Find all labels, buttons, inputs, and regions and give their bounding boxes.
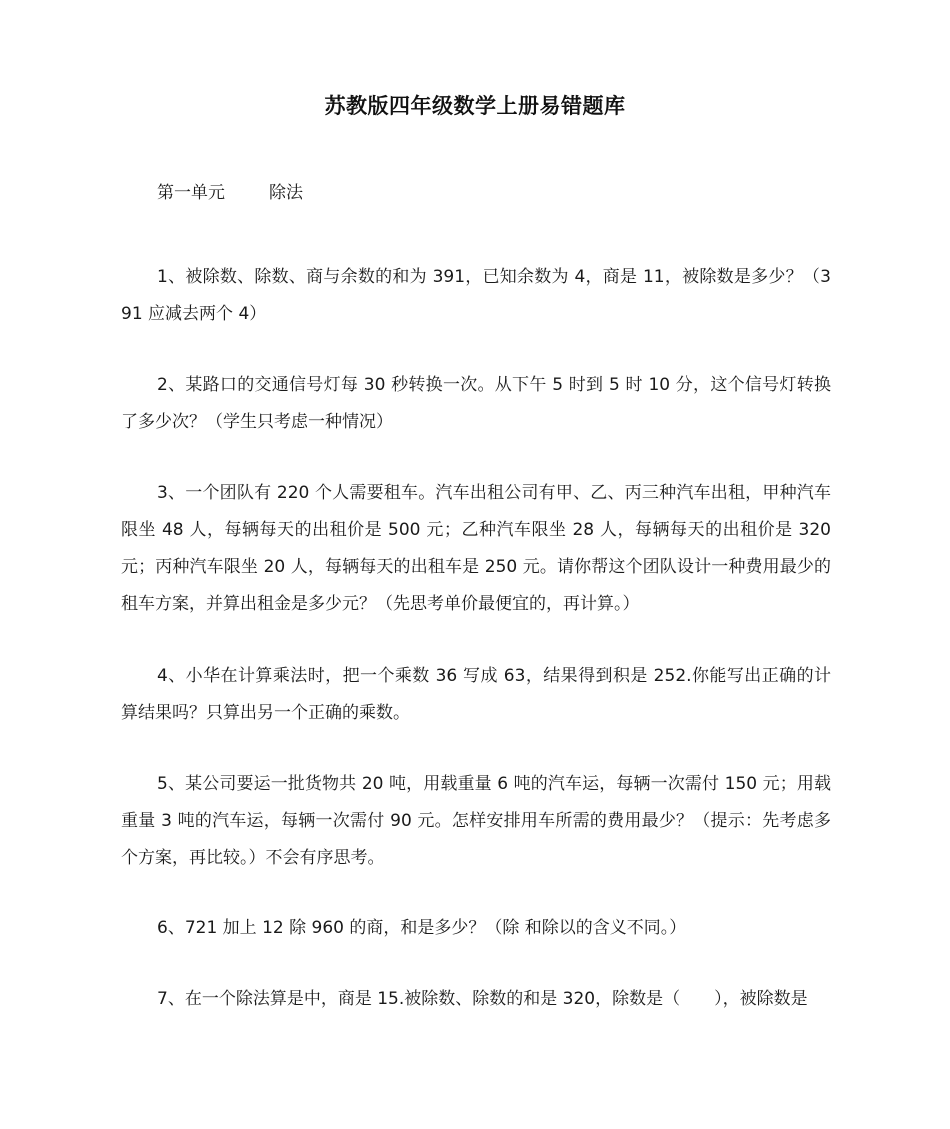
unit-heading: [157, 178, 303, 203]
question-5: 5、某公司要运一批货物共 20 吨，用载重量 6 吨的汽车运，每辆一次需付 150 元；用载重量 3 吨的汽车运，每辆一次需付 90 元。怎样安排用车所需的费用最少？（提示：先考虑多个方案，再比较。）不会有序思考。: [121, 774, 831, 868]
question-2: 2、某路口的交通信号灯每 30 秒转换一次。从下午 5 时到 5 时 10 分，这个信号灯转换了多少次？（学生只考虑一种情况）: [121, 375, 831, 432]
question-1: 1、被除数、除数、商与余数的和为 391，已知余数为 4，商是 11，被除数是多少？（391 应减去两个 4）: [121, 267, 831, 324]
document-title: 苏教版四年级数学上册易错题库: [324, 94, 626, 118]
unit-label: 第一单元: [157, 183, 225, 203]
question-6: 6、721 加上 12 除 960 的商，和是多少？（除 和除以的含义不同。）: [157, 918, 687, 938]
question-7: 7、在一个除法算是中，商是 15.被除数、除数的和是 320，除数是（ ），被除数是: [157, 989, 808, 1009]
question-4: 4、小华在计算乘法时，把一个乘数 36 写成 63，结果得到积是 252.你能写出正确的计算结果吗？只算出另一个正确的乘数。: [121, 666, 831, 723]
unit-name: 除法: [269, 183, 303, 203]
question-3: 3、一个团队有 220 个人需要租车。汽车出租公司有甲、乙、丙三种汽车出租，甲种汽车限坐 48 人，每辆每天的出租价是 500 元；乙种汽车限坐 28 人，每辆每天的出租价是 320 元；丙种汽车限坐 20 人，每辆每天的出租车是 250 元。请你帮这个团队设计一种费用最少的租车方案，并算出租金是多少元？（先思考单价最便宜的，再计算。）: [121, 483, 831, 614]
